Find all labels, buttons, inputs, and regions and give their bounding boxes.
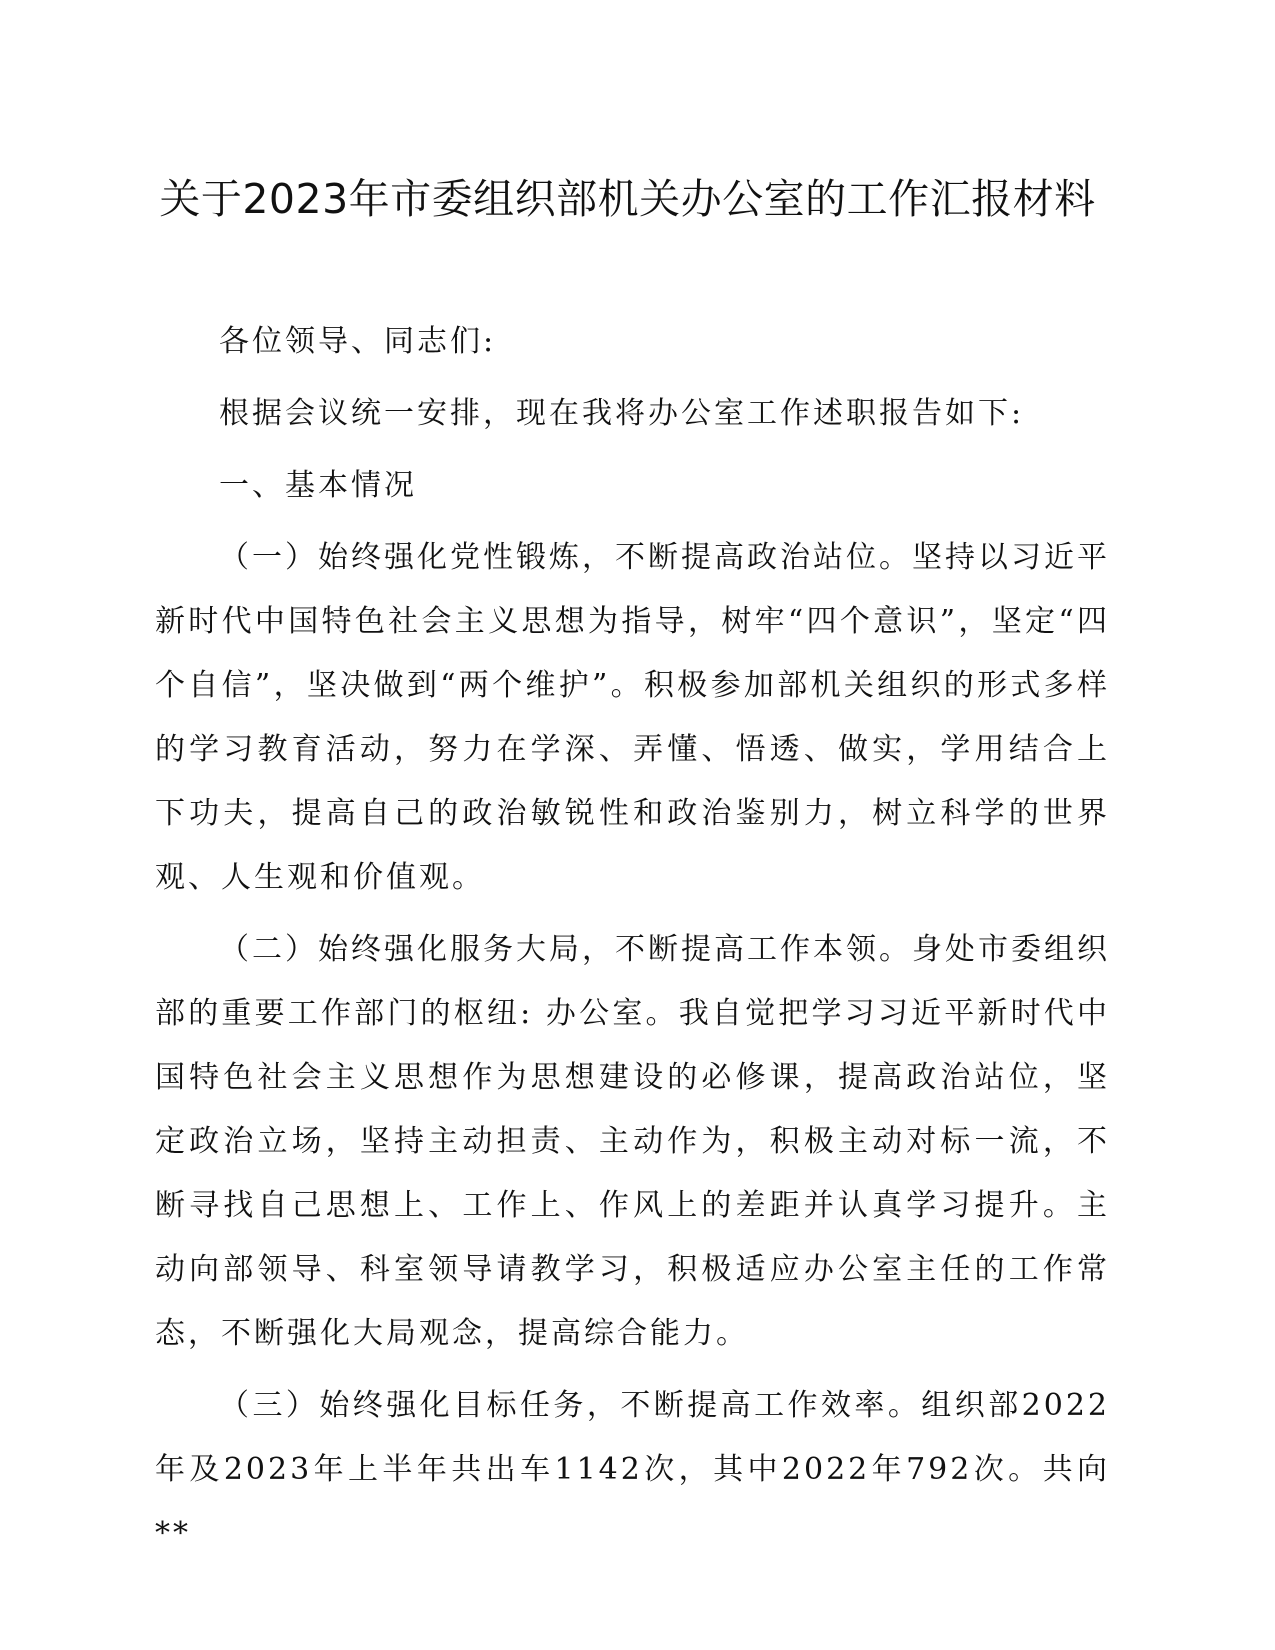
salutation: 各位领导、同志们:: [219, 324, 497, 359]
section-heading-basic-situation: 一、基本情况: [219, 468, 417, 503]
paragraph-three: （三）始终强化目标任务，不断提高工作效率。组织部2022年及2023年上半年共出车1142次，其中2022年792次。共向**: [155, 1388, 1110, 1551]
paragraph-two: （二）始终强化服务大局，不断提高工作本领。身处市委组织部的重要工作部门的枢纽: 办公室。我自觉把学习习近平新时代中国特色社会主义思想作为思想建设的必修课，提高政治站位，坚定政治立场，坚持主动担责、主动作为，积极主动对标一流，不断寻找自己思想上、工作上、作风上的差距并认真学习提升。主动向部领导、科室领导请教学习，积极适应办公室主任的工作常态，不断强化大局观念，提高综合能力。: [155, 932, 1110, 1351]
paragraph-one: （一）始终强化党性锻炼，不断提高政治站位。坚持以习近平新时代中国特色社会主义思想为指导，树牢“四个意识”，坚定“四个自信”，坚决做到“两个维护”。积极参加部机关组织的形式多样的学习教育活动，努力在学深、弄懂、悟透、做实，学用结合上下功夫，提高自己的政治敏锐性和政治鉴别力，树立科学的世界观、人生观和价值观。: [155, 540, 1110, 895]
intro-paragraph: 根据会议统一安排，现在我将办公室工作述职报告如下:: [219, 396, 1025, 431]
document-body: [155, 310, 1110, 1574]
document-title: 关于2023年市委组织部机关办公室的工作汇报材料: [159, 175, 1096, 223]
